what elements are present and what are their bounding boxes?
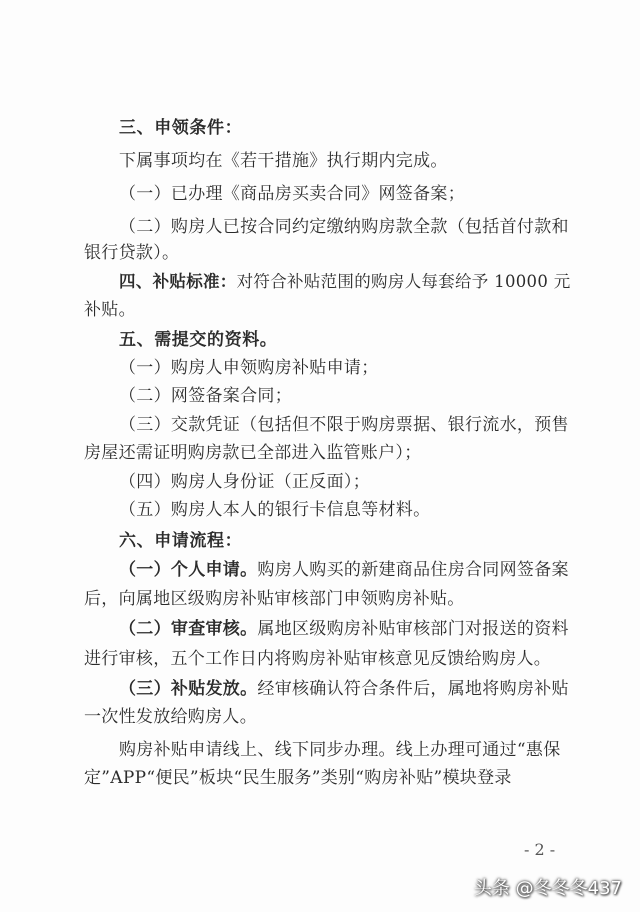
line-text: 经审核确认符合条件后，属地将购房补贴 bbox=[257, 679, 569, 699]
line-text: 五、需提交的资料。 bbox=[119, 330, 278, 350]
paragraph-line bbox=[84, 299, 136, 321]
paragraph-line bbox=[119, 414, 569, 436]
line-text: 三、申领条件： bbox=[119, 118, 243, 138]
section-heading bbox=[119, 117, 242, 139]
paragraph-line bbox=[84, 588, 465, 610]
line-text: 后，向属地区级购房补贴审核部门申领购房补贴。 bbox=[84, 589, 465, 609]
paragraph-line bbox=[84, 442, 422, 464]
line-text: 一次性发放给购房人。 bbox=[84, 707, 257, 727]
paragraph-line bbox=[84, 706, 257, 728]
line-text: 属地区级购房补贴审核部门对报送的资料 bbox=[257, 619, 569, 639]
line-text: （一）购房人申领购房补贴申请； bbox=[119, 358, 379, 378]
paragraph-line bbox=[84, 242, 179, 264]
line-text: 房屋还需证明购房款已全部进入监管账户）； bbox=[84, 443, 422, 463]
line-text: 进行审核，五个工作日内将购房补贴审核意见反馈给购房人。 bbox=[84, 649, 552, 669]
paragraph-line bbox=[119, 618, 569, 640]
section-heading bbox=[119, 530, 242, 552]
line-text: 下属事项均在《若干措施》执行期内完成。 bbox=[119, 151, 448, 171]
line-text: （三）交款凭证（包括但不限于购房票据、银行流水，预售 bbox=[119, 415, 569, 435]
watermark: 头条 @冬冬冬437 bbox=[473, 878, 622, 899]
line-text: 银行贷款）。 bbox=[84, 243, 180, 263]
paragraph-line bbox=[119, 385, 292, 407]
paragraph-line bbox=[119, 499, 430, 521]
paragraph-line bbox=[119, 559, 569, 581]
paragraph-line bbox=[119, 739, 561, 761]
line-text: （二）网签备案合同； bbox=[119, 386, 292, 406]
line-label: 四、补贴标准： bbox=[119, 272, 237, 291]
line-text: 定”APP“便民”板块“民生服务”类别“购房补贴”模块登录 bbox=[84, 768, 512, 788]
line-text: 对符合补贴范围的购房人每套给予 10000 元 bbox=[236, 272, 571, 291]
section-heading bbox=[119, 329, 277, 351]
paragraph-line bbox=[119, 271, 571, 293]
paragraph-line bbox=[119, 150, 448, 172]
page-number: - 2 - bbox=[524, 840, 556, 859]
paragraph-line bbox=[119, 183, 465, 205]
line-text: 购房人购买的新建商品住房合同网签备案 bbox=[257, 560, 569, 580]
line-text: （五）购房人本人的银行卡信息等材料。 bbox=[119, 500, 431, 520]
line-text: （二）购房人已按合同约定缴纳购房款全款（包括首付款和 bbox=[119, 217, 569, 237]
line-label: （一）个人申请。 bbox=[119, 560, 258, 580]
line-text: （四）购房人身份证（正反面）； bbox=[119, 472, 370, 492]
line-text: 六、申请流程： bbox=[119, 531, 243, 551]
paragraph-line bbox=[84, 648, 551, 670]
line-label: （二）审查审核。 bbox=[119, 619, 258, 639]
paragraph-line bbox=[119, 471, 370, 493]
line-text: 购房补贴申请线上、线下同步办理。线上办理可通过“惠保 bbox=[119, 740, 561, 760]
line-text: 补贴。 bbox=[84, 300, 136, 320]
paragraph-line bbox=[119, 357, 379, 379]
line-label: （三）补贴发放。 bbox=[119, 679, 258, 699]
paragraph-line bbox=[84, 767, 512, 789]
line-text: （一）已办理《商品房买卖合同》网签备案； bbox=[119, 184, 465, 204]
paragraph-line bbox=[119, 216, 569, 238]
paragraph-line bbox=[119, 678, 569, 700]
